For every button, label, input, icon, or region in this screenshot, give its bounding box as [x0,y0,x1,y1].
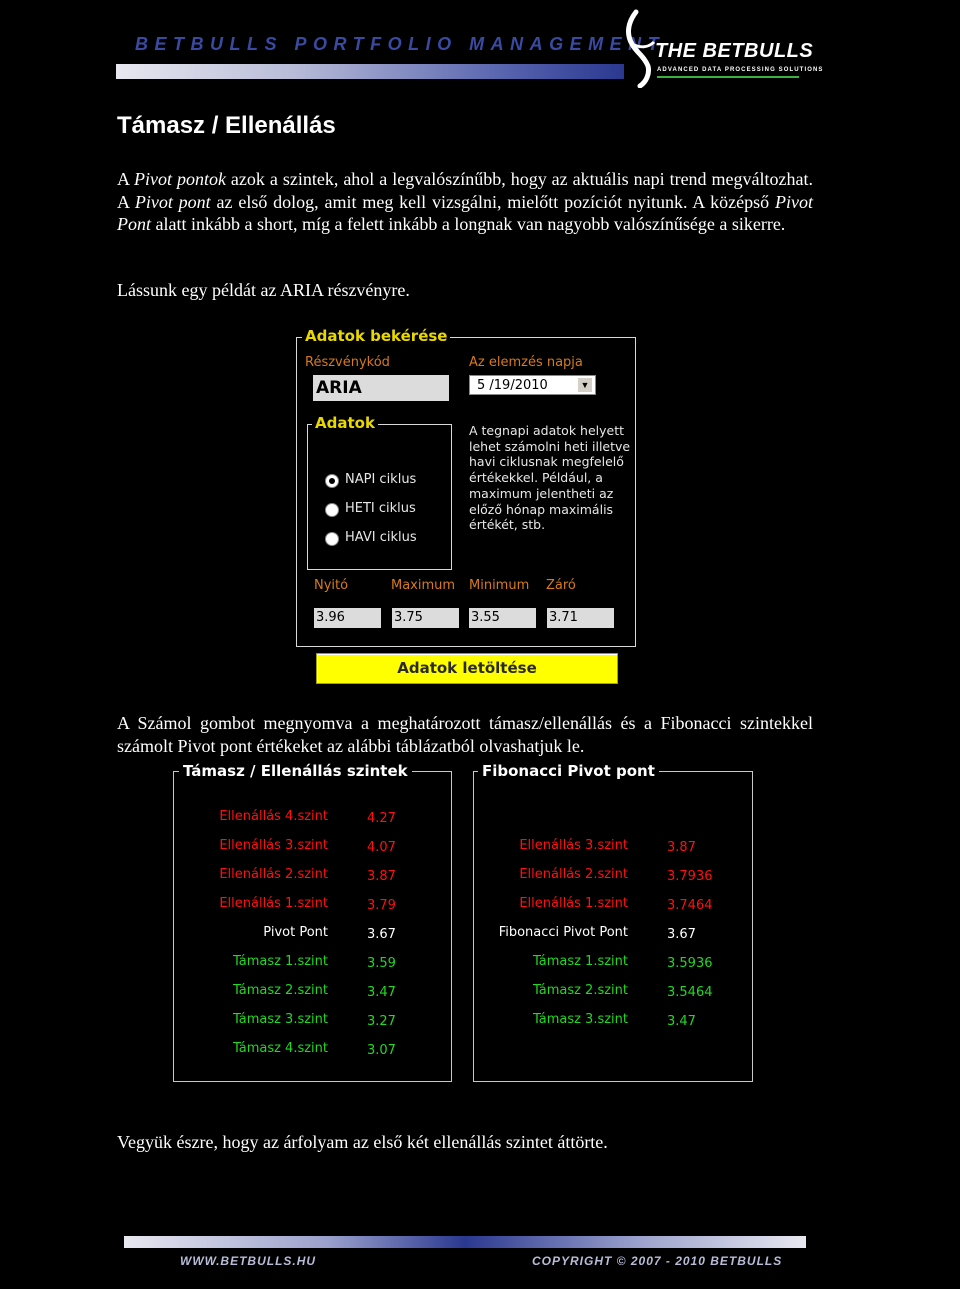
radio-daily-label: NAPI ciklus [345,472,417,487]
sr-level-label: Ellenállás 4.szint [219,809,328,824]
cycle-group-box [307,424,452,570]
high-label: Maximum [391,578,456,593]
fib-level-value: 3.47 [667,1014,696,1029]
fib-level-value: 3.5936 [667,956,713,971]
sr-level-label: Támasz 3.szint [232,1012,328,1027]
stock-code-input[interactable]: ARIA [313,375,449,401]
fib-level-value: 3.67 [667,927,696,942]
close-input[interactable]: 3.71 [547,608,614,628]
sr-level-value: 3.47 [367,985,396,1000]
fib-level-label: Ellenállás 1.szint [519,896,628,911]
logo-underline [657,76,799,78]
open-label: Nyitó [314,578,349,593]
fib-level-value: 3.7936 [667,869,713,884]
sr-level-value: 3.79 [367,898,396,913]
fib-level-label: Támasz 3.szint [532,1012,628,1027]
date-dropdown-icon[interactable]: ▼ [577,377,593,393]
closing-text: Vegyük észre, hogy az árfolyam az első két ellenállás szintet áttörte. [117,1132,608,1152]
sr-level-value: 3.07 [367,1043,396,1058]
open-input[interactable]: 3.96 [314,608,381,628]
sr-level-label: Pivot Pont [263,925,328,940]
stock-code-label: Részvénykód [305,355,390,370]
download-data-button[interactable]: Adatok letöltése [316,653,618,684]
cycle-group-title: Adatok [312,414,378,432]
fib-level-label: Támasz 1.szint [532,954,628,969]
sr-level-label: Ellenállás 1.szint [219,896,328,911]
sr-level-label: Támasz 4.szint [232,1041,328,1056]
fib-level-label: Támasz 2.szint [532,983,628,998]
high-input[interactable]: 3.75 [392,608,459,628]
logo-subtitle: ADVANCED DATA PROCESSING SOLUTIONS [657,67,824,73]
footer-copyright: COPYRIGHT © 2007 - 2010 BETBULLS [532,1254,783,1268]
page-heading: Támasz / Ellenállás [117,112,336,139]
sr-level-value: 4.07 [367,840,396,855]
fib-level-value: 3.87 [667,840,696,855]
sr-level-value: 3.87 [367,869,396,884]
fib-level-label: Ellenállás 3.szint [519,838,628,853]
cycle-note: A tegnapi adatok helyett lehet számolni heti illetve havi ciklusnak megfelelő értékekkel. Például, a maximum jelentheti az előző hónap maximális értékét, stb. [469,423,631,533]
sr-level-value: 3.67 [367,927,396,942]
sr-level-label: Támasz 2.szint [232,983,328,998]
example-intro: Lássunk egy példát az ARIA részvényre. [117,280,410,300]
sr-level-label: Ellenállás 3.szint [219,838,328,853]
low-input[interactable]: 3.55 [469,608,536,628]
fibonacci-title: Fibonacci Pivot pont [478,762,659,780]
sr-level-value: 3.59 [367,956,396,971]
analysis-date-label: Az elemzés napja [469,355,583,370]
intro-paragraph: A Pivot pontok azok a szintek, ahol a legvalószínűbb, hogy az aktuális napi trend megváltozhat. A Pivot pont az első dolog, amit meg kell vizsgálni, mielőtt pozíciót nyitunk. A középső Pivot Pont alatt inkább a short, míg a felett inkább a longnak van nagyobb valószínűsége a sikerre. [117,169,813,234]
radio-monthly[interactable] [325,532,339,546]
radio-weekly-label: HETI ciklus [345,501,416,516]
footer-website: WWW.BETBULLS.HU [180,1254,317,1268]
sr-level-value: 3.27 [367,1014,396,1029]
fib-level-value: 3.7464 [667,898,713,913]
fib-level-label: Ellenállás 2.szint [519,867,628,882]
header-gradient-bar [116,64,624,79]
fib-level-label: Fibonacci Pivot Pont [498,925,628,940]
radio-monthly-label: HAVI ciklus [345,530,417,545]
analysis-date-value: 5 /19/2010 [477,378,548,393]
radio-weekly[interactable] [325,503,339,517]
data-input-panel-title: Adatok bekérése [302,327,450,345]
sr-level-label: Támasz 1.szint [232,954,328,969]
footer-gradient-bar [124,1236,806,1248]
sr-level-label: Ellenállás 2.szint [219,867,328,882]
support-resistance-title: Támasz / Ellenállás szintek [179,762,412,780]
fib-level-value: 3.5464 [667,985,713,1000]
header-title: BETBULLS PORTFOLIO MANAGEMENT [135,34,666,54]
close-label: Záró [546,578,576,593]
calculation-paragraph: A Számol gombot megnyomva a meghatározott támasz/ellenállás és a Fibonacci szintekkel számolt Pivot pont értékeket az alábbi táblázatból olvashatjuk le. [117,713,813,756]
logo-text: THE BETBULLS [655,40,814,62]
low-label: Minimum [469,578,530,593]
sr-level-value: 4.27 [367,811,396,826]
radio-daily[interactable] [325,474,339,488]
